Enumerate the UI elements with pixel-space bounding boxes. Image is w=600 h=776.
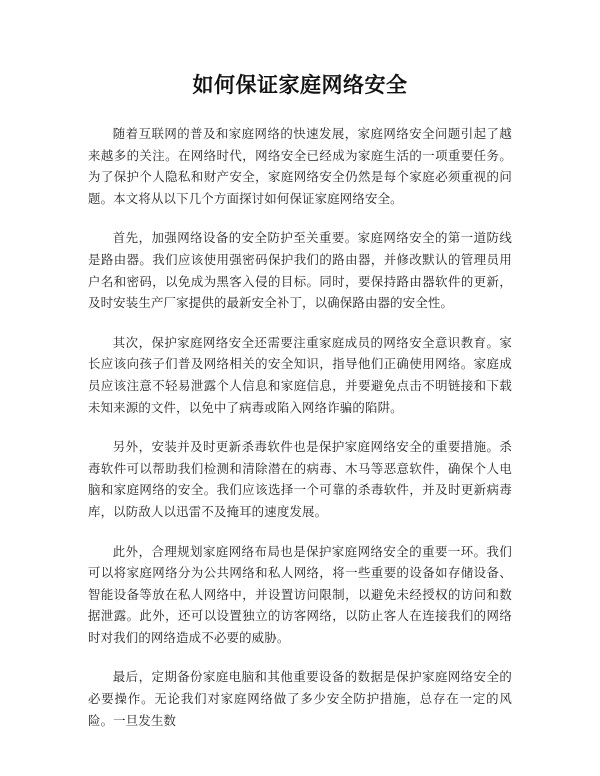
paragraph-intro: 随着互联网的普及和家庭网络的快速发展，家庭网络安全问题引起了越来越多的关注。在网络时代，网络安全已经成为家庭生活的一项重要任务。为了保护个人隐私和财产安全，家庭网络安全仍然是每个家庭必须重视的问题。本文将从以下几个方面探讨如何保证家庭网络安全。 [88, 126, 512, 206]
page-title: 如何保证家庭网络安全 [192, 73, 408, 97]
paragraph-router-security: 首先，加强网络设备的安全防护至关重要。家庭网络安全的第一道防线是路由器。我们应该使用强密码保护我们的路由器，并修改默认的管理员用户名和密码，以免成为黑客入侵的目标。同时，要保持路由器软件的更新，及时安装生产厂家提供的最新安全补丁，以确保路由器的安全性。 [88, 230, 512, 311]
article-body [88, 123, 512, 749]
paragraph-data-backup: 最后，定期备份家庭电脑和其他重要设备的数据是保护家庭网络安全的必要操作。无论我们对家庭网络做了多少安全防护措施，总存在一定的风险。一旦发生数 [88, 669, 512, 728]
paragraph-antivirus: 另外，安装并及时更新杀毒软件也是保护家庭网络安全的重要措施。杀毒软件可以帮助我们检测和清除潜在的病毒、木马等恶意软件，确保个人电脑和家庭网络的安全。我们应该选择一个可靠的杀毒软件，并及时更新病毒库，以防敌人以迅雷不及掩耳的速度发展。 [88, 439, 512, 519]
paragraph-network-layout: 此外，合理规划家庭网络布局也是保护家庭网络安全的重要一环。我们可以将家庭网络分为公共网络和私人网络，将一些重要的设备如存储设备、智能设备等放在私人网络中，并设置访问限制，以避免未经授权的访问和数据泄露。此外，还可以设置独立的访客网络，以防止客人在连接我们的网络时对我们的网络造成不必要的威胁。 [88, 543, 512, 645]
paragraph-awareness-education: 其次，保护家庭网络安全还需要注重家庭成员的网络安全意识教育。家长应该向孩子们普及网络相关的安全知识，指导他们正确使用网络。家庭成员应该注意不轻易泄露个人信息和家庭信息，并要避免点击不明链接和下载未知来源的文件，以免中了病毒或陷入网络诈骗的陷阱。 [88, 334, 512, 415]
